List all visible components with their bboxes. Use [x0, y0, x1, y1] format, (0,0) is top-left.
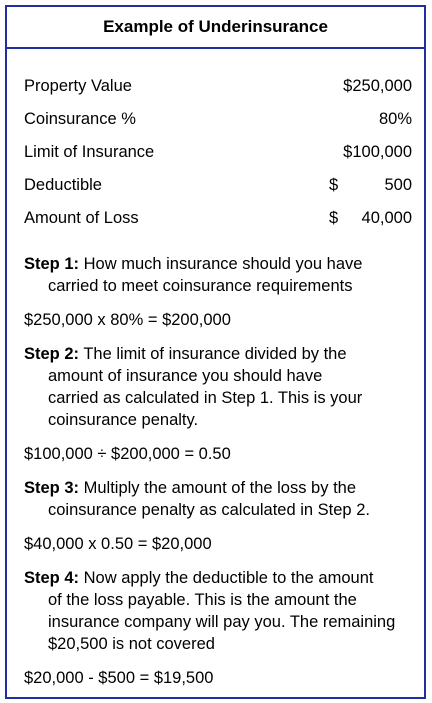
- step-label: Step 3:: [24, 479, 80, 497]
- step-text: Now apply the deductible to the amount: [83, 569, 374, 587]
- step-1-calc: $250,000 x 80% = $200,000: [24, 311, 231, 329]
- fact-label: Coinsurance %: [24, 110, 136, 128]
- step-2: [24, 343, 416, 431]
- fact-row-limit: [24, 140, 412, 164]
- fact-label: Amount of Loss: [24, 209, 139, 227]
- step-4-calc: $20,000 - $500 = $19,500: [24, 669, 214, 687]
- step-text: Multiply the amount of the loss by the: [83, 479, 357, 497]
- step-text: carried to meet coinsurance requirements: [48, 277, 353, 295]
- fact-row-amount-of-loss: [24, 206, 412, 230]
- fact-amount: 40,000: [361, 209, 412, 227]
- step-text: The limit of insurance divided by the: [83, 345, 347, 363]
- step-label: Step 4:: [24, 569, 80, 587]
- step-text: carried as calculated in Step 1. This is your: [48, 389, 363, 407]
- step-text: insurance company will pay you. The remaining: [48, 613, 396, 631]
- step-text: of the loss payable. This is the amount the: [48, 591, 357, 609]
- step-text: How much insurance should you have: [83, 255, 363, 273]
- step-1: [24, 253, 416, 297]
- fact-amount: 500: [384, 176, 412, 194]
- fact-label: Limit of Insurance: [24, 143, 155, 161]
- step-3-calc: $40,000 x 0.50 = $20,000: [24, 535, 212, 553]
- fact-label: Property Value: [24, 77, 132, 95]
- fact-currency: $: [329, 209, 339, 227]
- fact-currency: $: [329, 176, 339, 194]
- step-label: Step 2:: [24, 345, 80, 363]
- fact-value: 80%: [378, 110, 412, 128]
- step-3: [24, 477, 416, 521]
- example-box: [5, 5, 426, 699]
- fact-label: Deductible: [24, 176, 102, 194]
- fact-row-property-value: [24, 74, 412, 98]
- step-text: amount of insurance you should have: [48, 367, 323, 385]
- fact-row-coinsurance: [24, 107, 412, 131]
- fact-value: $100,000: [343, 143, 412, 161]
- fact-row-deductible: [24, 173, 412, 197]
- step-text: $20,500 is not covered: [48, 635, 215, 653]
- box-title: Example of Underinsurance: [7, 7, 424, 49]
- step-label: Step 1:: [24, 255, 80, 273]
- fact-value: $250,000: [343, 77, 412, 95]
- step-text: coinsurance penalty as calculated in Step 2.: [48, 501, 370, 519]
- step-2-calc: $100,000 ÷ $200,000 = 0.50: [24, 445, 231, 463]
- step-text: coinsurance penalty.: [48, 411, 199, 429]
- step-4: [24, 567, 416, 655]
